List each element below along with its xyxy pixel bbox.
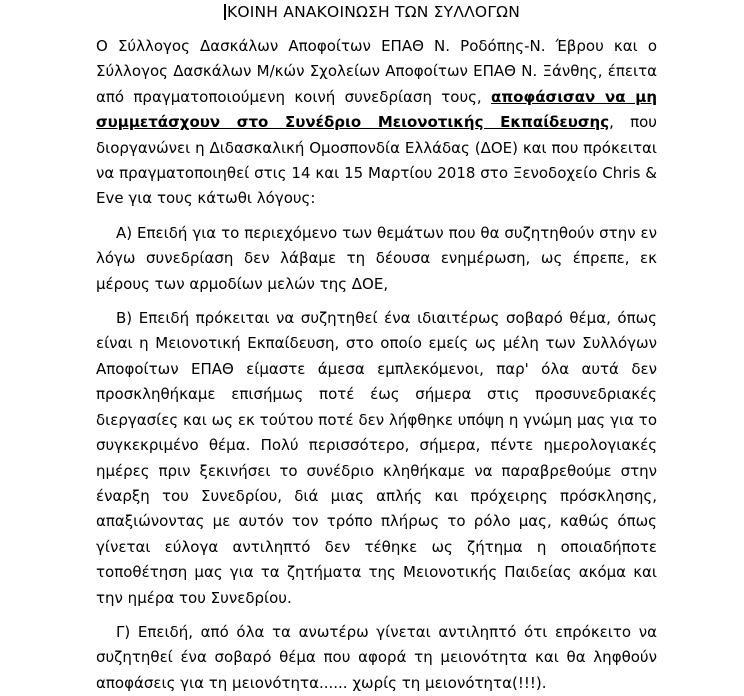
document-title — [0, 0, 744, 24]
paragraph-reason-b — [96, 306, 657, 611]
intro-run-1: Ο Σύλλογος Δασκάλων Αποφοίτων ΕΠΑΘ Ν. Ροδόπης-Ν. Έβρου και ο Σύλλογος Δασκάλων Μ/κών Σχολείων — [96, 37, 657, 81]
paragraph-reason-a — [96, 221, 657, 297]
intro-run-4: , που διοργανώνει η Διδασκαλική Ομοσπονδία Ελλάδας (ΔΟΕ) και που πρόκειται να πραγματοποιηθεί στις 14 και 15 Μαρτίου 2018 στο Ξενοδοχείο Chris & Eve για τους κάτωθι λόγους: — [96, 113, 657, 208]
reason-a-text: Α) Επειδή για το περιεχόμενο των θεμάτων που θα συζητηθούν στην εν λόγω συνεδρίαση δεν λάβαμε τη δέουσα ενημέρωση, ως έπρεπε, εκ μέρους των αρμοδίων μελών της ΔΟΕ, — [96, 223, 657, 293]
intro-run-2: Αποφοίτων ΕΠΑΘ Ν. Ξάνθης, έπειτα από πραγματοποιούμενη κοινή συνεδρίαση τους, — [96, 62, 657, 106]
reason-b-text: Β) Επειδή πρόκειται να συζητηθεί ένα ιδιαιτέρως σοβαρό θέμα, όπως είναι η Μειονοτική Εκπαίδευση, στο οποίο εμείς ως μέλη των Συλλόγων Αποφοίτων ΕΠΑΘ είμαστε άμεσα εμπλεκόμενοι, παρ' όλα αυτά δεν προσκληθήκαμε επισήμως ποτέ έως σήμερα στις προσυνεδριακές διεργασίες και ως εκ τούτου ποτέ δεν λήφθηκε υπόψη η γνώμη μας για το συγκεκριμένο θέμα. Πολύ περισσότερο, σήμερα, πέντε ημερολογιακές ημέρες πριν ξεκινήσει το συνέδριο κληθήκαμε να παραβρεθούμε στην έναρξη του Συνεδρίου, διά μιας απλής και πρόχειρης πρόσκλησης, απαξιώνοντας με αυτόν τον τρόπο πλήρως το ρόλο μας, καθώς όπως γίνεται εύλογα αντιληπτό δεν τέθηκε ως ζήτημα η οποιαδήποτε τοποθέτηση μας για τα ζητήματα της Μειονοτικής Παιδείας ακόμα και την ημέρα του Συνεδρίου. — [96, 309, 657, 607]
reason-c-text: Γ) Επειδή, από όλα τα ανωτέρω γίνεται αντιληπτό ότι επρόκειτο να συζητηθεί ένα σοβαρό θέμα που αφορά τη μειονότητα και θα ληφθούν αποφάσεις για τη μειονότητα...... χωρίς τη μειονότητα(!!!). — [96, 622, 657, 692]
paragraph-intro — [96, 34, 657, 212]
paragraph-reason-c — [96, 620, 657, 696]
document-title-text: ΚΟΙΝΗ ΑΝΑΚΟΙΝΩΣΗ ΤΩΝ ΣΥΛΛΟΓΩΝ — [226, 3, 521, 21]
text-caret — [224, 4, 226, 20]
intro-emphasis-run: αποφάσισαν να μη συμμετάσχουν στο Συνέδριο Μειονοτικής Εκπαίδευσης — [96, 87, 658, 132]
document-body — [96, 34, 657, 696]
